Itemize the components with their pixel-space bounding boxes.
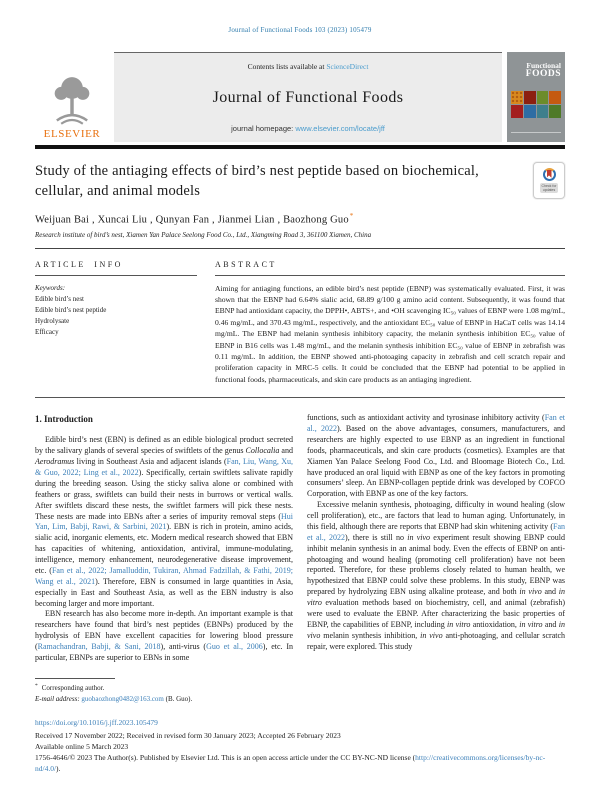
cover-tile: [537, 91, 549, 104]
citation-link[interactable]: http://creativecommons.org/licenses/by-nc-nd/4.0/: [35, 752, 546, 773]
text-segment: ). Specifically, certain swiftlets salivate rapidly during the breeding season. Using the sticky saliva alone or combined with feathers or grass, swiftlets can build their nests in burrows or vertical walls. After swiftlets discard these nests, the swiftlet farmers will pick these nests. These nests are made into EBNs after a series of impurity removal steps (: [35, 468, 293, 521]
corresponding-author-note: * Corresponding author.: [35, 682, 105, 693]
text-segment: melanin synthesis inhibition,: [320, 630, 421, 640]
corresponding-author-star[interactable]: *: [349, 212, 354, 221]
text-segment: ). Therefore, EBN is consumed in large quantities in Asia, especially in East and Southeast Asia, as well as the EBN industry is also becoming larger and more important.: [35, 576, 293, 608]
cover-mosaic: [511, 91, 561, 118]
affiliation: Research institute of bird’s nest, Xiamen Yan Palace Seelong Food Co., Ltd., Xiangming Road 3, 361100 Xiamen, China: [35, 230, 372, 239]
check-updates-badge[interactable]: [533, 162, 565, 199]
masthead: [35, 52, 565, 142]
text-segment: experiment result showing EBNP could inhibit melanin synthesis in an animal body. Even the effects of EBNP on anti-photoaging and wound healing (promoting cell proliferation) have not been reported. Therefore, for these problems closely related to human health, we hypothesized that EBNP could solve these problems. In this study, EBNP was prepared by hydrolyzing EBN using alkaline protease, and both: [307, 532, 566, 597]
text-segment: in vivo: [519, 587, 542, 597]
cover-tile: [524, 91, 536, 104]
text-segment: in vivo: [407, 532, 431, 542]
text-segment: 1756-4646/© 2023 The Author(s). Published by Elsevier Ltd. This is an open access article under the CC BY-NC-ND license (: [35, 752, 416, 762]
email-label: E-mail address:: [35, 694, 80, 703]
text-segment: antioxidation,: [470, 619, 520, 629]
text-segment: Aerodramus: [35, 457, 75, 467]
homepage-label: journal homepage:: [231, 124, 294, 133]
article-info-heading: ARTICLE INFO: [35, 259, 123, 269]
abstract-heading: ABSTRACT: [215, 259, 277, 269]
cover-tile: [537, 105, 549, 118]
homepage-link[interactable]: www.elsevier.com/locate/jff: [295, 124, 385, 133]
journal-citation: Journal of Functional Foods 103 (2023) 105479: [228, 26, 372, 34]
body-paragraph: [35, 435, 293, 609]
cover-tile: [511, 91, 523, 104]
cover-tile: [524, 105, 536, 118]
abstract-section: [215, 260, 565, 386]
abstract-text: Aiming for antiaging functions, an edible bird’s nest peptide (EBNP) was systematically evaluated. First, it was shown that the EBNP had 6.64% sialic acid, 68.89 g/100 g amino acid content. Subsequently, it was found that EBNP had antioxidant capacity, the DPPH•, ABTS+, and •OH scavenging IC₅₀ values of EBNP were 1.08 mg/mL, 0.46 mg/mL, and 370.43 mg/mL, respectively, and the antioxidant EC₅₀ value of EBNP in HaCaT cells was 14.14 mg/mL. The EBNP had melanin synthesis inhibitory capacity, the melanin synthesis inhibition EC₅₀ value of EBNP in B16 cells was 1.48 mg/mL, and the melanin synthesis inhibition EC₅₀ value of EBNP in zebrafish was 0.11 mg/mL. In addition, the EBNP showed anti-photoaging capacity in zebrafish and cell scratch repair and proliferation capacity in MRC-5 cells. It could be concluded that the EBNP had potential to be applied in functional foods, pharmaceuticals, and skin care products as an antiaging ingredient.: [215, 283, 565, 384]
received-dates: Received 17 November 2022; Received in revised form 30 January 2023; Accepted 26 February 2023: [35, 730, 341, 740]
text-segment: ), there is still no: [345, 532, 408, 542]
elsevier-logo[interactable]: [35, 52, 109, 142]
text-segment: functions, such as antioxidant activity and tyrosinase inhibitory activity (: [307, 413, 545, 423]
keyword: Edible bird’s nest: [35, 294, 84, 303]
copyright-line: [35, 753, 565, 775]
article-body: [35, 413, 565, 704]
text-segment: Excessive melanin synthesis, photoaging, difficulty in wound healing (slow cell proliferation), etc., are factors that lead to human aging. Unfortunately, in this field, although there are reports that EBNP had skin whitening activity (: [307, 500, 565, 531]
text-segment: in vivo: [420, 630, 443, 640]
contents-label: Contents lists available at: [247, 62, 325, 71]
email-link[interactable]: guobaozhong0482@163.com: [81, 694, 164, 703]
keyword: Efficacy: [35, 328, 59, 337]
footnote: [35, 678, 293, 704]
text-segment: evaluation methods based on biochemistry, cell, and animal (zebrafish) were used to evaluate the EBNP. After characterizing the basic properties of EBNP, the capabilities of EBNP, including: [307, 598, 565, 629]
email-line: [35, 694, 293, 705]
masthead-banner: [114, 52, 502, 142]
cover-title-line2: FOODS: [525, 68, 561, 79]
author-names: Weijuan Bai , Xuncai Liu , Qunyan Fan , Jianmei Lian , Baozhong Guo: [35, 214, 349, 226]
body-paragraph: [307, 500, 565, 652]
citation-link[interactable]: Fan et al., 2022: [307, 521, 565, 542]
email-suffix: (B. Guo).: [165, 694, 193, 703]
doi-link[interactable]: https://doi.org/10.1016/j.jff.2023.105479: [35, 718, 158, 728]
crossmark-icon: [543, 168, 556, 181]
text-segment: and: [541, 587, 559, 597]
cover-title: [511, 62, 561, 79]
homepage-line: [231, 124, 385, 133]
elsevier-wordmark: ELSEVIER: [43, 128, 101, 140]
keyword: Edible bird’s nest peptide: [35, 306, 107, 314]
text-segment: Collocalia: [245, 446, 280, 456]
text-segment: and: [279, 446, 293, 456]
text-segment: ). Based on the above advantages, consumers, manufacturers, and researchers are highly expected to use EBNP as an ingredient in functional foods, pharmaceuticals, and skin care products (cosmetics). Examples are that Xiamen Yan Palace Seelong Food Co., Ltd. and Bloomage Biotech Co., Ltd. have produced an oral liquid with EBNP as one of the key factors in promoting consumers’ sleep. An EBNP-collagen peptide drink was developed by COFCO Corporation, with EBNP as one of the key factors.: [307, 424, 565, 499]
text-segment: ), anti-virus (: [160, 642, 207, 651]
text-segment: in vitro: [307, 587, 565, 608]
body-paragraph: [307, 413, 565, 500]
abstract-bottom-rule: [35, 397, 565, 398]
masthead-divider: [35, 145, 565, 149]
citation-link[interactable]: Fan, Liu, Wang, Xu, & Guo, 2022; Ling et al., 2022: [35, 457, 294, 477]
introduction-heading: 1. Introduction: [35, 414, 93, 425]
citation-link[interactable]: Fan et al., 2022; Jamalluddin, Tukiran, Ahmad Fadzillah, & Fathi, 2019; Wang et al., 2021: [35, 565, 293, 586]
body-column-left: [35, 413, 293, 704]
article-info-rule: [35, 275, 197, 276]
cover-footer: [511, 132, 561, 139]
check-updates-label: Check for updates: [541, 183, 557, 192]
sciencedirect-link[interactable]: ScienceDirect: [326, 62, 369, 71]
citation-link[interactable]: Ramachandran, Babji, & Sani, 2018: [37, 642, 161, 651]
keyword: Hydrolysate: [35, 317, 70, 326]
text-segment: EBN research has also become more in-depth. An important example is that researchers have found that bird’s nest peptides (EBNPs) produced by the hydrolysis of EBN have excellent capacities for lowering blood pressure (: [35, 609, 293, 651]
footnote-rule: [35, 678, 115, 679]
text-segment: ), etc. In particular, EBNPs are superior to EBNs in some: [35, 642, 293, 662]
cover-tile: [511, 105, 523, 118]
text-segment: ).: [56, 763, 61, 773]
citation-link[interactable]: Guo et al., 2006: [206, 642, 263, 651]
text-segment: Edible bird’s nest (EBN) is defined as an edible biological product secreted by the salivary glands of several species of swiftlets of the genus: [35, 435, 293, 456]
article-title: Study of the antiaging effects of bird’s nest peptide based on biochemical, cellular, and animal models: [35, 163, 479, 199]
elsevier-tree-icon: [50, 75, 94, 127]
bookmark-icon: [547, 170, 552, 178]
journal-title: Journal of Functional Foods: [212, 88, 404, 106]
header-rule: [35, 248, 565, 249]
article-info-section: [35, 260, 197, 386]
text-segment: ). EBN is rich in protein, amino acids, sialic acid, inorganic elements, etc. Modern medical research showed that EBN has capacities of whitening, antioxidation, antiviral, immune-modulating, intelligence, memory enhancement, neurodegenerative disease improvement, etc. (: [35, 522, 293, 575]
page-footer: [35, 718, 565, 774]
body-column-right: [307, 413, 565, 704]
cover-tile: [549, 105, 561, 118]
journal-cover-thumbnail[interactable]: [507, 52, 565, 142]
text-segment: in vivo: [307, 619, 565, 640]
cover-title-line1: Functional: [526, 61, 561, 70]
author-list: [35, 212, 565, 226]
text-segment: and: [542, 619, 559, 629]
text-segment: in vitro: [519, 619, 543, 629]
text-segment: anti-photoaging, and cellular scratch repair, were explored. This study: [307, 630, 566, 651]
citation-link[interactable]: Hui Yan, Lim, Babji, Rawi, & Sarbini, 2021: [35, 511, 293, 532]
text-segment: living in Southeast Asia and adjacent islands (: [74, 457, 227, 467]
keywords-label: Keywords:: [35, 283, 66, 292]
available-online: Available online 5 March 2023: [35, 741, 129, 751]
citation-link[interactable]: Fan et al., 2022: [307, 413, 565, 434]
abstract-rule: [215, 275, 565, 276]
text-segment: in vitro: [447, 619, 471, 629]
body-paragraph: [35, 609, 293, 663]
contents-line: [248, 62, 369, 71]
cover-tile: [549, 91, 561, 104]
